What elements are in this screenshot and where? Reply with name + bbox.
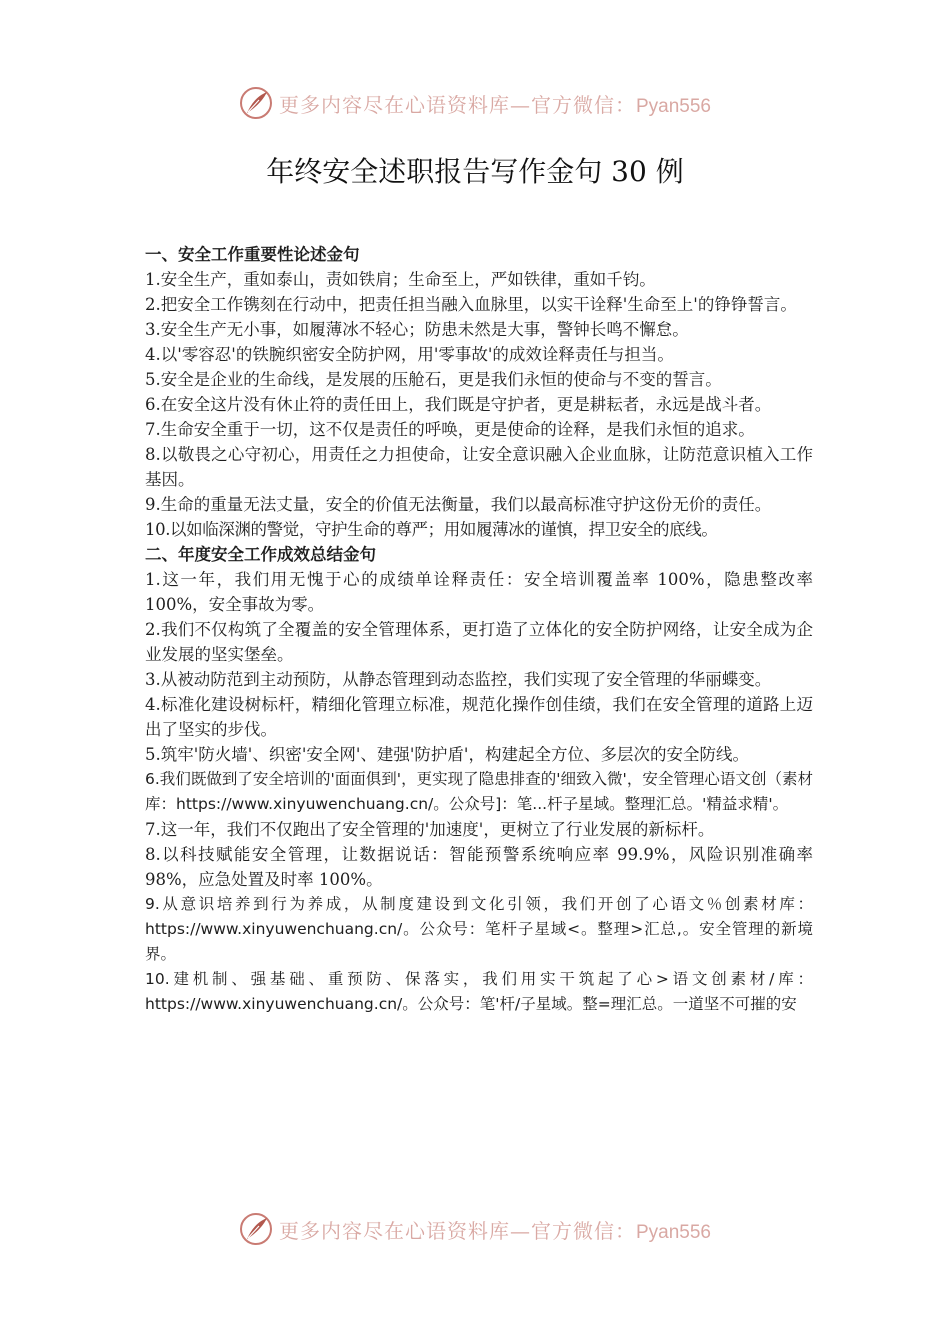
list-item: 9.生命的重量无法丈量，安全的价值无法衡量，我们以最高标准守护这份无价的责任。 — [145, 495, 772, 514]
section-heading: 一、安全工作重要性论述金句 — [145, 245, 360, 264]
list-item: 4.以'零容忍'的铁腕织密安全防护网，用'零事故'的成效诠释责任与担当。 — [145, 345, 674, 364]
document-body — [145, 242, 813, 1017]
list-item: 8.以敬畏之心守初心，用责任之力担使命，让安全意识融入企业血脉，让防范意识植入工作基因。 — [145, 445, 813, 489]
list-item: 7.生命安全重于一切，这不仅是责任的呼唤，更是使命的诠释，是我们永恒的追求。 — [145, 420, 755, 439]
list-item: 3.安全生产无小事，如履薄冰不轻心；防患未然是大事，警钟长鸣不懈怠。 — [145, 320, 689, 339]
list-item: 3.从被动防范到主动预防，从静态管理到动态监控，我们实现了安全管理的华丽蝶变。 — [145, 670, 772, 689]
footer-watermark — [0, 1209, 950, 1249]
watermark-wechat: Pyan556 — [635, 1221, 711, 1243]
list-item: 10.以如临深渊的警觉，守护生命的尊严；用如履薄冰的谨慎，捍卫安全的底线。 — [145, 520, 718, 539]
list-item: 5.安全是企业的生命线，是发展的压舱石，更是我们永恒的使命与不变的誓言。 — [145, 370, 722, 389]
list-item: 7.这一年，我们不仅跑出了安全管理的'加速度'，更树立了行业发展的新标杆。 — [145, 820, 715, 839]
section-heading: 二、年度安全工作成效总结金句 — [145, 545, 376, 564]
list-item: 8.以科技赋能安全管理，让数据说话：智能预警系统响应率 99.9%，风险识别准确率 98%，应急处置及时率 100%。 — [145, 845, 813, 889]
list-item: 6.我们既做到了安全培训的'面面俱到'，更实现了隐患排查的'细致入微'，安全管理心语文创（素材库：https://www.xinyuwenchuang.cn/。公众号]：笔...杆子星域。整理汇总。'精益求精'。 — [145, 770, 813, 813]
list-item: 2.把安全工作镌刻在行动中，把责任担当融入血脉里，以实干诠释'生命至上'的铮铮誓言。 — [145, 295, 797, 314]
watermark-text — [279, 89, 711, 118]
watermark-prefix: 更多内容尽在心语资料库—官方微信： — [278, 1218, 636, 1243]
watermark-prefix: 更多内容尽在心语资料库—官方微信： — [278, 92, 636, 117]
list-item: 2.我们不仅构筑了全覆盖的安全管理体系，更打造了立体化的安全防护网络，让安全成为企业发展的坚实堡垒。 — [145, 620, 813, 664]
list-item: 9.从意识培养到行为养成，从制度建设到文化引领，我们开创了心语文％创素材库：https://www.xinyuwenchuang.cn/。公众号：笔杆子星域<。整理>汇总,。安全管理的新境界。 — [145, 895, 813, 963]
watermark-wechat: Pyan556 — [635, 95, 711, 117]
watermark-text — [279, 1215, 711, 1244]
list-item: 4.标准化建设树标杆，精细化管理立标准，规范化操作创佳绩，我们在安全管理的道路上迈出了坚实的步伐。 — [145, 695, 813, 739]
list-item: 1.安全生产，重如泰山，责如铁肩；生命至上，严如铁律，重如千钧。 — [145, 270, 656, 289]
list-item: 1.这一年，我们用无愧于心的成绩单诠释责任：安全培训覆盖率 100%，隐患整改率 100%，安全事故为零。 — [145, 570, 813, 614]
list-item: 6.在安全这片没有休止符的责任田上，我们既是守护者，更是耕耘者，永远是战斗者。 — [145, 395, 772, 414]
page-title: 年终安全述职报告写作金句 30 例 — [266, 155, 684, 188]
header-watermark — [0, 83, 950, 123]
quill-logo-icon — [239, 1212, 273, 1246]
quill-logo-icon — [239, 86, 273, 120]
list-item: 10.建机制、强基础、重预防、保落实，我们用实干筑起了心>语文创素材/库：https://www.xinyuwenchuang.cn/。公众号：笔'杆/子星域。整=理汇总。一道坚不可摧的安 — [145, 970, 813, 1013]
list-item: 5.筑牢'防火墙'、织密'安全网'、建强'防护盾'，构建起全方位、多层次的安全防线。 — [145, 745, 749, 764]
